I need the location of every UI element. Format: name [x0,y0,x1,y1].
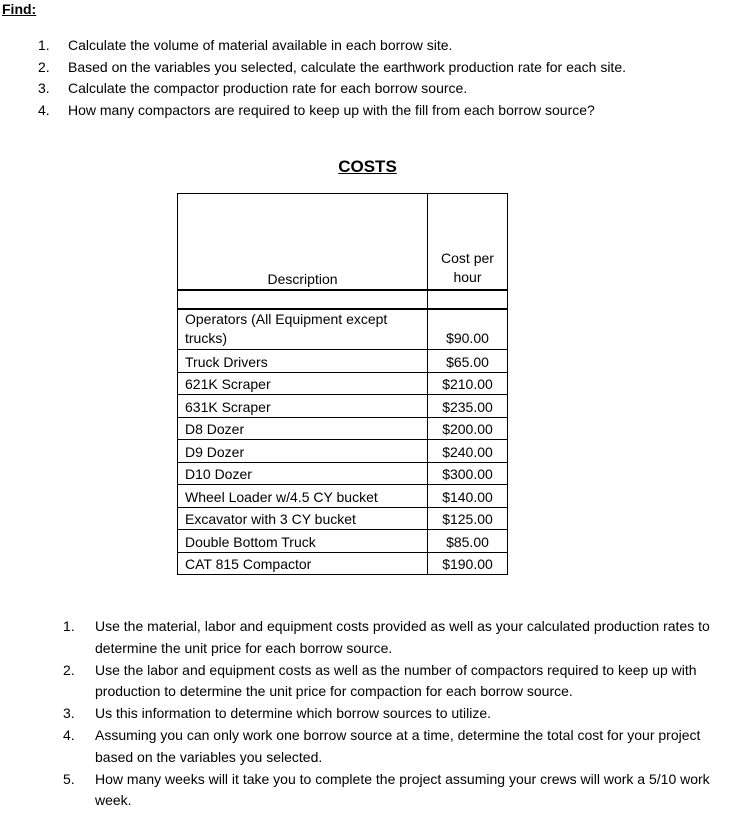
instruction-text: Use the material, labor and equipment costs provided as well as your calculated production rates to determine the unit price for each borrow source. [95,618,710,656]
blank-cell [428,290,508,309]
table-row [178,530,508,553]
table-row [178,462,508,485]
table-row [178,440,508,463]
instruction-item [63,703,728,725]
find-item [38,100,728,122]
cost-value: $125.00 [428,507,508,530]
cost-value: $235.00 [428,395,508,418]
find-list [38,35,728,121]
instructions-list [63,616,728,812]
cost-item-line1: Operators (All Equipment except [185,311,388,327]
cost-value: $90.00 [428,309,508,350]
cost-value: $140.00 [428,485,508,508]
instruction-number: 3. [63,705,75,722]
cost-item: Excavator with 3 CY bucket [178,507,428,530]
cost-item: Truck Drivers [178,350,428,373]
cost-item: 631K Scraper [178,395,428,418]
table-row [178,309,508,350]
table-row [178,372,508,395]
costs-title: COSTS [338,157,397,176]
instruction-item [63,616,728,660]
find-item-number: 4. [38,101,50,118]
instruction-item [63,769,728,813]
table-blank-row [178,290,508,309]
cost-item: 621K Scraper [178,372,428,395]
find-item-number: 3. [38,80,50,96]
find-item [38,35,728,57]
find-item-number: 1. [38,37,50,53]
instruction-text: Assuming you can only work one borrow source at a time, determine the total cost for your project based on the variables you selected. [95,726,701,765]
find-heading: Find: [2,1,37,17]
table-row [178,417,508,440]
find-item-text: Calculate the compactor production rate for each borrow source. [68,80,468,96]
instruction-number: 2. [63,661,75,678]
table-row [178,552,508,575]
cost-item [178,309,428,350]
cost-header-line1: Cost per [441,250,494,266]
cost-value: $65.00 [428,350,508,373]
cost-value: $200.00 [428,417,508,440]
cost-value: $300.00 [428,462,508,485]
cost-value: $210.00 [428,372,508,395]
find-item [38,78,728,100]
find-item [38,57,728,79]
find-item-text: Based on the variables you selected, calculate the earthwork production rate for each site. [68,58,626,75]
instruction-item [63,660,728,704]
cost-item: Wheel Loader w/4.5 CY bucket [178,485,428,508]
table-row [178,507,508,530]
find-item-number: 2. [38,58,50,75]
cost-item: D8 Dozer [178,417,428,440]
table-header-row [178,194,508,291]
blank-cell [178,290,428,309]
costs-table [177,193,508,575]
instruction-number: 5. [63,770,75,787]
cost-item-line2: trucks) [185,330,227,346]
table-row [178,485,508,508]
cost-item: D10 Dozer [178,462,428,485]
instruction-number: 4. [63,726,75,743]
table-row [178,395,508,418]
cost-per-hour-header [428,194,508,291]
cost-item: CAT 815 Compactor [178,552,428,575]
description-header: Description [178,194,428,291]
instruction-text: Use the labor and equipment costs as well as the number of compactors required to keep up with production to determine the unit price for compaction for each borrow source. [95,661,697,700]
cost-item: D9 Dozer [178,440,428,463]
instruction-item [63,725,728,769]
cost-value: $240.00 [428,440,508,463]
instruction-number: 1. [63,618,75,634]
find-item-text: Calculate the volume of material available in each borrow site. [68,37,453,53]
instruction-text: Us this information to determine which borrow sources to utilize. [95,705,492,722]
cost-header-line2: hour [453,269,482,285]
cost-item: Double Bottom Truck [178,530,428,553]
cost-value: $85.00 [428,530,508,553]
find-item-text: How many compactors are required to keep up with the fill from each borrow source? [68,101,595,118]
table-row [178,350,508,373]
instruction-text: How many weeks will it take you to complete the project assuming your crews will work a 5/10 work week. [95,770,710,809]
cost-value: $190.00 [428,552,508,575]
